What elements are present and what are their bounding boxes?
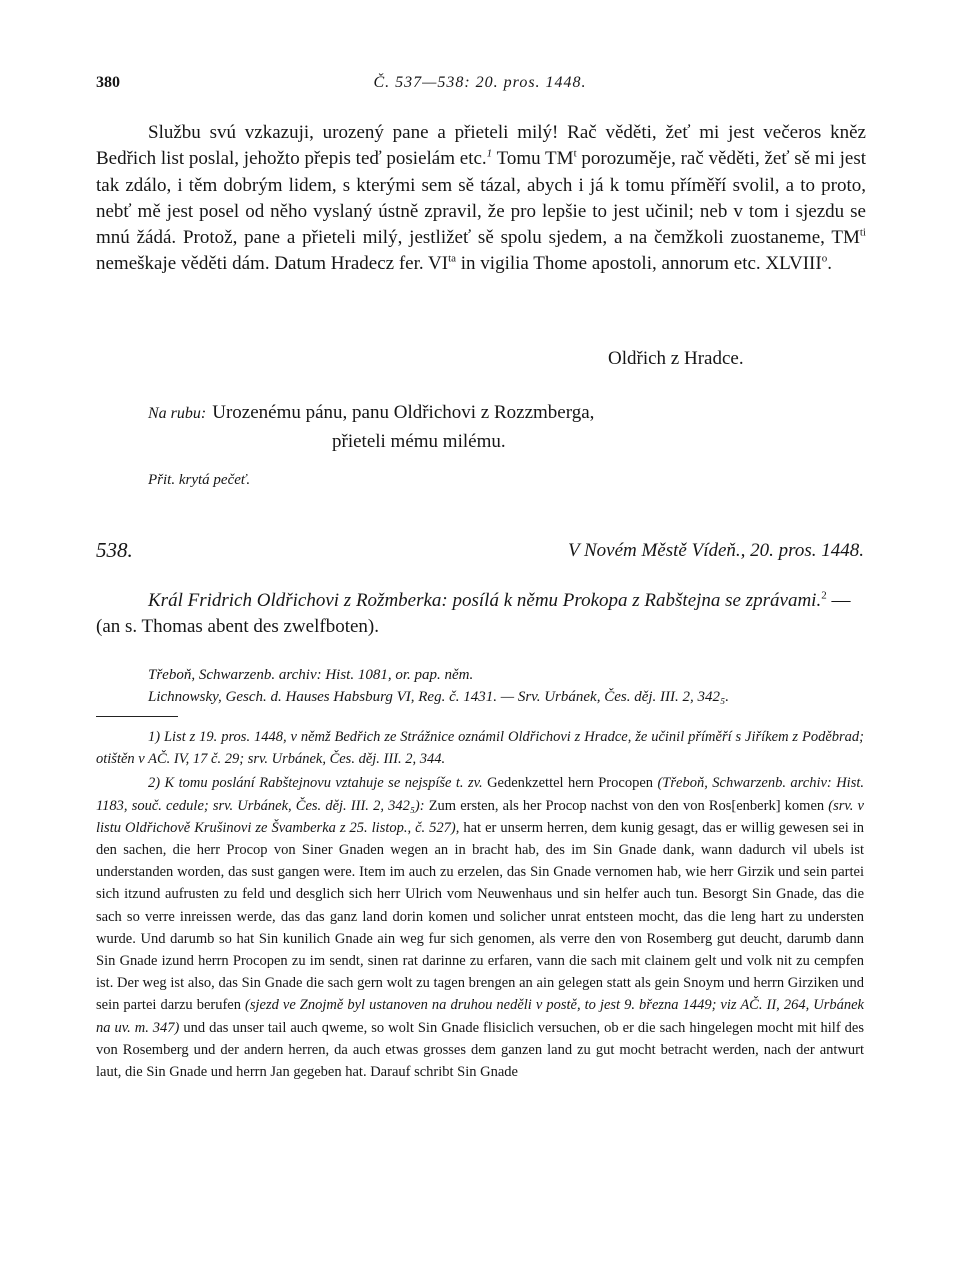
source-line-1: Třeboň, Schwarzenb. archiv: Hist. 1081, or. pap. něm. xyxy=(148,667,474,683)
footnote-ref-1[interactable]: 1 xyxy=(486,147,493,160)
text-run: Zum ersten, als her Procop nachst von den von Ros[enberk] komen xyxy=(424,797,829,814)
text-run: . xyxy=(827,253,832,275)
text-run: nemeškaje věděti dám. Datum Hradecz fer. VI xyxy=(96,253,449,275)
address-label: Na rubu: xyxy=(148,405,207,422)
footnote-divider xyxy=(96,716,178,717)
regest-summary: Král Fridrich Oldřichovi z Rožmberka: posílá k němu Prokopa z Rabštejna se zprávami. xyxy=(148,590,822,611)
place-date: V Novém Městě Vídeň., 20. pros. 1448. xyxy=(567,540,864,561)
letter-paragraph xyxy=(96,120,866,278)
text-run: hat er unserm herren, dem kunig gesagt, das er willig gewesen sei in den sachen, die herr Procop von Siner Gnaden wegen an in bracht hab, des im Sin Gnade dank, wann dadurch vil ubels ist understanden worden, das sust gangen were. Item im auch zu erzelen, das Sin Gnade vernomen hab, wie herr Girzik und sein partei sich itzund aufrusten zu feld und desglich sich herr Ulrich vom Neuwenhaus und sin helfer auch tun. Besorgt Sin Gnade, das die sach so verre inreissen werde, das das ganz land dorin komen und solicher unrat entsteen mocht, das die leng hart zu understen wurde. Und darumb so hat Sin kunilich Gnade ain weg fur sich genomen, als verre den von Rosemberg gut deucht, darumb dann Sin Gnade izund herrn Procopen zu im sendt, sinen rat darinne zu erfaren, vann die sach mit clainem gelt und volk nit zu cempfen ist. Der weg ist also, das Sin Gnade die sach gern wolt zu tagen brengen an ain gelegen statt als gein Snoym und herrn Girziken und sein partei darzu berufen xyxy=(96,819,865,1014)
regest-date-note: — (an s. Thomas abent des zwelfboten). xyxy=(96,590,851,637)
text-run: Tomu TM xyxy=(492,148,574,170)
superscript: t xyxy=(573,147,577,160)
header-caption: Č. 537—538: 20. pros. 1448. xyxy=(373,74,587,91)
footnote-1: 1) List z 19. pros. 1448, v němž Bedřich ze Strážnice oznámil Oldřichovi z Hradce, že učinil příměří s Jiříkem z Poděbrad; otištěn v AČ. IV, 17 č. 29; srv. Urbánek, Čes. děj. III. 2, 344. xyxy=(96,729,864,768)
text-run: und das unser tail auch qweme, so wolt Sin Gnade flisiclich versuchen, ob er die sach hingelegen mocht mit hilf des von Rosemberg und der andern herren, da auch etwas grosses dem ganzen land zu gut mocht betracht werden, nach der antwurt laut, die Sin Gnade und herrn Jan gegeben hat. Darauf schribt Sin Gnade xyxy=(96,1019,864,1081)
source-list xyxy=(148,664,729,708)
running-header xyxy=(96,74,864,100)
letter-537-text xyxy=(96,120,866,278)
superscript: ti xyxy=(859,226,866,239)
seal-note: Přit. krytá pečeť. xyxy=(148,472,251,488)
text-run: 2) K tomu poslání Rabštejnovu vztahuje se nejspíše t. zv. xyxy=(148,775,483,792)
page-number: 380 xyxy=(96,74,120,91)
address-line-2: přieteli mému milému. xyxy=(332,431,506,452)
superscript: o xyxy=(821,253,828,266)
text-run: (Třeboň, Schwarzenb. archiv: Hist. 1183, souč. cedule; srv. Urbánek, Čes. děj. III. 2, 342₅): xyxy=(96,775,865,814)
signature: Oldřich z Hradce. xyxy=(608,348,744,369)
footnotes xyxy=(96,726,864,1085)
text-run: (srv. v listu Oldřichově Krušinovi ze Švamberka z 25. listop., č. 527), xyxy=(96,797,864,836)
footnote-ref-2[interactable]: 2 xyxy=(821,589,827,602)
address-block xyxy=(148,399,594,456)
text-run: Gedenkzettel hern Procopen xyxy=(482,775,658,792)
document-number: 538. xyxy=(96,538,133,562)
regest xyxy=(96,588,866,640)
superscript: ta xyxy=(448,253,457,266)
address-line-1: Urozenému pánu, panu Oldřichovi z Rozzmberga, xyxy=(212,402,595,423)
text-run: (sjezd ve Znojmě byl ustanoven na druhou neděli v postě, to jest 9. března 1449; viz AČ. II, 264, Urbánek na uv. m. 347) xyxy=(96,997,864,1036)
text-run: Službu svú vzkazuji, urozený pane a přieteli milý! Rač věděti, žeť mi jest večeros kněz Bedřich list poslal, jehožto přepis teď posielám etc. xyxy=(96,122,866,170)
source-line-2: Lichnowsky, Gesch. d. Hauses Habsburg VI, Reg. č. 1431. — Srv. Urbánek, Čes. děj. III. 2, 342₅. xyxy=(148,689,729,705)
text-run: porozuměje, rač věděti, žeť sě mi jest tak zdálo, i těm dobrým lidem, s kterými sem sě tázal, abych i já k tomu příměří svolil, a to proto, nebť mě jest posel od něho vyslaný ústně zpravil, že pro lepšie to jest učinil; neb v tom i sjezdu se mnú žádá. Protož, pane a přieteli milý, jestližeť sě spolu sjedem, a na čemžkoli zuostaneme, TM xyxy=(96,148,866,249)
text-run: in vigilia Thome apostoli, annorum etc. XLVIII xyxy=(456,253,822,275)
footnote-2 xyxy=(96,772,864,1083)
